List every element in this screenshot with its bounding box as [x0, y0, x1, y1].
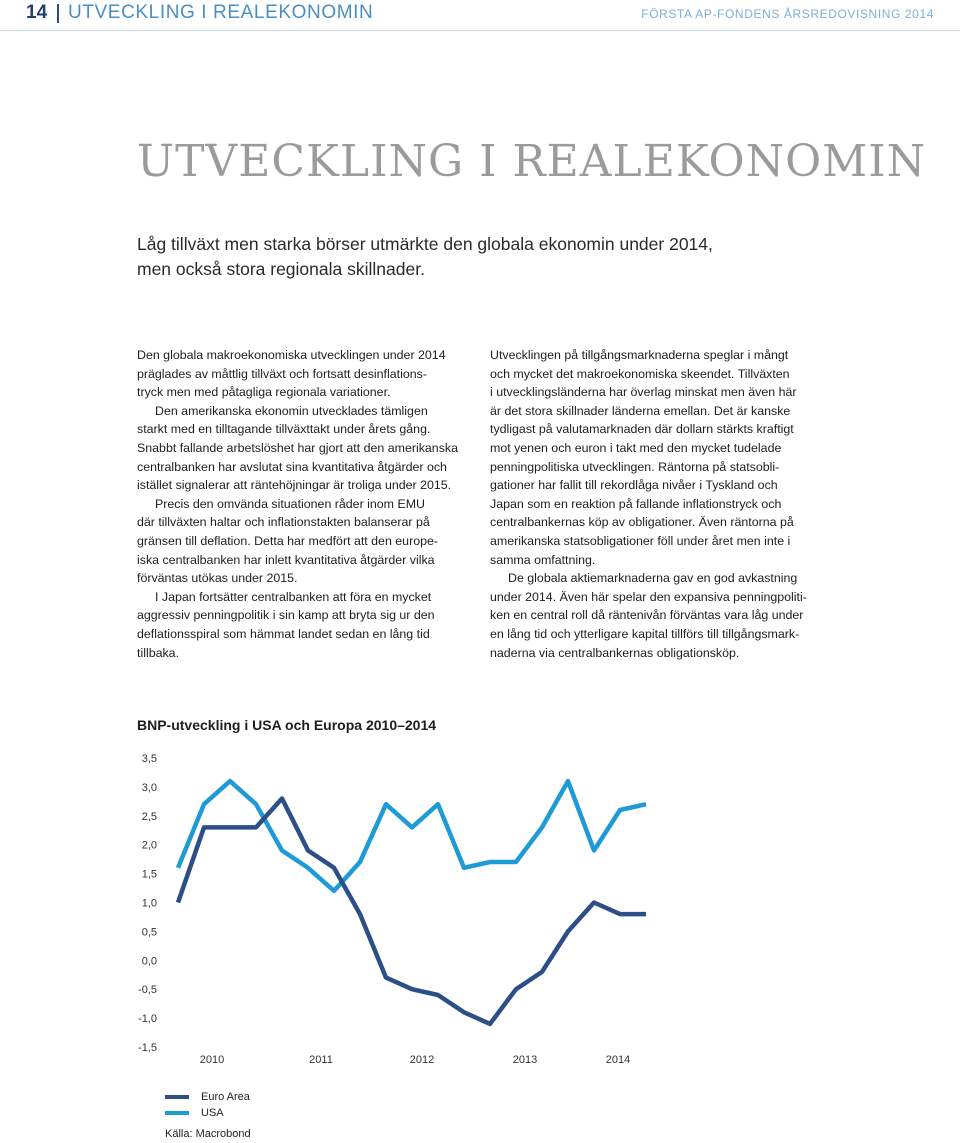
series-lines [178, 781, 646, 1024]
y-axis-ticks [138, 753, 157, 1054]
series-line-usa [178, 781, 646, 891]
page-title: UTVECKLING I REALEKONOMIN [137, 136, 927, 187]
chart-title: BNP-utveckling i USA och Europa 2010–2014 [137, 717, 437, 733]
lead-paragraph [137, 232, 777, 282]
legend-item-euro-area [165, 1089, 250, 1105]
y-tick-label: 2,5 [141, 810, 157, 823]
running-header [0, 0, 960, 28]
left-paragraph-2: Den amerikanska ekonomin utvecklades tämligen starkt med en tilltagande tillväxttakt under årets gång. Snabbt fallande arbetslöshet har gjort att den amerikanska centralbanken har avslutat sina kvantitativa åtgärder och istället signalerar att räntehöjningar är troliga under 2015. [137, 403, 458, 493]
lead-text: Låg tillväxt men starka börser utmärkte den globala ekonomin under 2014, men också stora regionala skillnader. [137, 234, 713, 279]
left-paragraph-1: Den globala makroekonomiska utvecklingen under 2014 präglades av måttlig tillväxt och fortsatt desinflations- tryck men med påtagliga regionala variationer. [137, 348, 446, 400]
y-tick-label: 1,0 [141, 897, 157, 910]
legend-swatch-usa [165, 1111, 189, 1115]
y-tick-label: -0,5 [138, 984, 157, 997]
legend-item-usa [165, 1105, 250, 1121]
left-column [137, 346, 477, 662]
series-line-euro-area [178, 799, 646, 1024]
y-tick-label: 2,0 [141, 839, 157, 852]
header-report-title: FÖRSTA AP-FONDENS ÅRSREDOVISNING 2014 [641, 7, 934, 21]
chart-legend [165, 1089, 250, 1121]
header-rule [0, 30, 960, 31]
left-paragraph-4: I Japan fortsätter centralbanken att föra en mycket aggressiv penningpolitik i sin kamp att bryta sig ur den deflationsspiral som hämmat landet sedan en lång tid tillbaka. [137, 589, 435, 660]
y-tick-label: 0,5 [141, 926, 157, 939]
legend-swatch-euro-area [165, 1095, 189, 1099]
y-tick-label: -1,0 [138, 1013, 157, 1026]
y-tick-label: 0,0 [141, 955, 157, 968]
x-tick-label: 2014 [605, 1054, 631, 1066]
y-tick-label: 3,0 [141, 781, 157, 794]
x-tick-label: 2010 [199, 1054, 225, 1066]
header-separator [57, 4, 59, 23]
left-paragraph-3: Precis den omvända situationen råder inom EMU där tillväxten haltar och inflationstakten balanserar på gränsen till deflation. Detta har medfört att den europe- iska centralbanken har inlett kvantitativa åtgärder vilka förväntas utökas under 2015. [137, 496, 438, 586]
y-tick-label: 3,5 [141, 753, 157, 765]
x-tick-label: 2012 [409, 1054, 435, 1066]
legend-label-usa: USA [201, 1107, 224, 1119]
header-section-title: UTVECKLING I REALEKONOMIN [68, 2, 374, 23]
y-tick-label: 1,5 [141, 868, 157, 881]
right-paragraph-2: De globala aktiemarknaderna gav en god avkastning under 2014. Även här spelar den expansiva penningpoliti- ken en central roll då räntenivån förväntas vara låg under en lång tid och ytterligare kapital tillförs till tillgångsmark- naderna via centralbankernas obligationsköp. [490, 571, 807, 660]
x-tick-label: 2011 [309, 1054, 333, 1066]
legend-label-euro-area: Euro Area [201, 1091, 250, 1103]
right-paragraph-1: Utvecklingen på tillgångsmarknaderna speglar i mångt och mycket det makroekonomiska skeendet. Tillväxten i utvecklingsländerna har överlag minskat men även här är det stora skillnader länderna emellan. Det är kanske tydligast på valutamarknaden där dollarn stärkts kraftigt mot yenen och euron i takt med den mycket tudelade penningpolitiska utvecklingen. Räntorna på statsobli- gationer har fallit till rekordlåga nivåer i Tyskland och Japan som en reaktion på fallande inflationstryck och centralbankernas köp av obligationer. Även räntorna på amerikanska statsobligationer föll under året men inte i samma omfattning. [490, 348, 797, 567]
page-number: 14 [26, 2, 48, 23]
right-column [490, 346, 830, 662]
gdp-line-chart [120, 745, 680, 1075]
x-axis-ticks [200, 1054, 630, 1066]
x-tick-label: 2013 [512, 1054, 538, 1066]
chart-source: Källa: Macrobond [165, 1128, 251, 1140]
y-tick-label: -1,5 [138, 1042, 157, 1054]
